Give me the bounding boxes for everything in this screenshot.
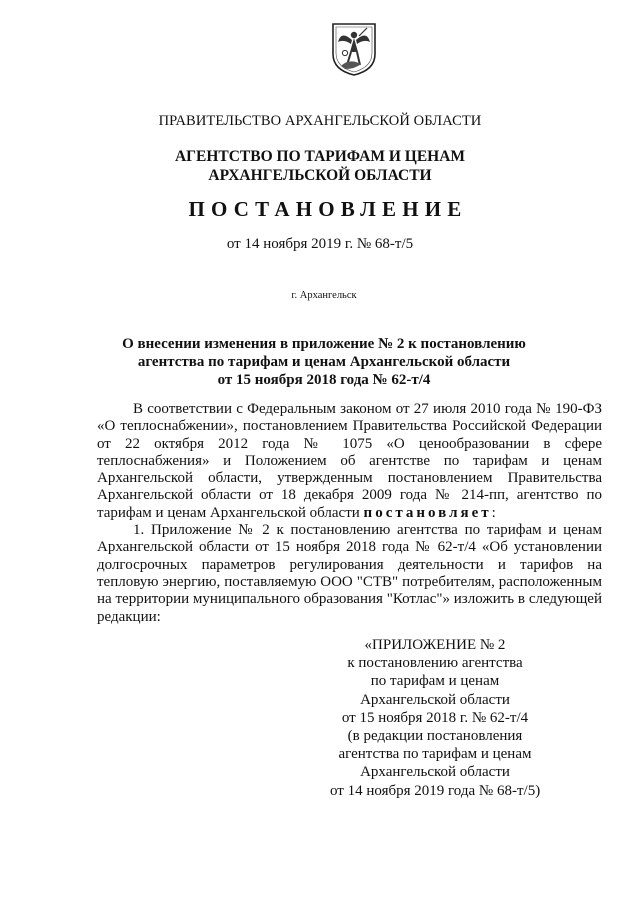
appendix-line: агентства по тарифам и ценам: [338, 746, 532, 763]
appendix-line: от 14 ноября 2019 года № 68-т/5): [330, 782, 541, 799]
appendix-line: «ПРИЛОЖЕНИЕ № 2: [364, 637, 506, 653]
resolution-word: постановляет: [363, 504, 492, 521]
agency-name-line2: АРХАНГЕЛЬСКОЙ ОБЛАСТИ: [208, 167, 432, 184]
document-date-number: от 14 ноября 2019 г. № 68-т/5: [226, 236, 414, 252]
agency-name: [0, 147, 640, 185]
subject-line3: от 15 ноября 2018 года № 62-т/4: [217, 372, 431, 388]
arkhangelsk-coat-of-arms-icon: [331, 22, 377, 77]
agency-name-line1: АГЕНТСТВО ПО ТАРИФАМ И ЦЕНАМ: [174, 148, 466, 165]
appendix-line: Архангельской области: [360, 691, 510, 708]
appendix-line: к постановлению агентства: [347, 655, 523, 672]
document-subject: [4, 335, 640, 389]
subject-line2: агентства по тарифам и ценам Архангельской области: [137, 354, 511, 370]
body-paragraph-1: [97, 401, 602, 522]
government-name: ПРАВИТЕЛЬСТВО АРХАНГЕЛЬСКОЙ ОБЛАСТИ: [158, 113, 482, 129]
subject-line1: О внесении изменения в приложение № 2 к постановлению: [122, 336, 526, 352]
appendix-line: от 15 ноября 2018 г. № 62-т/4: [341, 709, 529, 726]
appendix-line: Архангельской области: [360, 764, 510, 781]
paragraph-1-colon: :: [491, 504, 496, 521]
document-type: ПОСТАНОВЛЕНИЕ: [188, 197, 468, 221]
document-body: [97, 401, 602, 626]
appendix-line: (в редакции постановления: [347, 728, 523, 745]
body-paragraph-2: 1. Приложение № 2 к постановлению агентства по тарифам и ценам Архангельской области от 15 ноября 2018 года № 62-т/4 «Об установлении долгосрочных параметров регулирования деятельности и тарифов на тепловую энергию, поставляемую ООО "СТВ" потребителям, расположенным на территории муниципального образования "Котлас"» изложить в следующей редакции:: [97, 522, 602, 625]
appendix-line: по тарифам и ценам: [370, 673, 500, 690]
paragraph-1-text: В соответствии с Федеральным законом от 27 июля 2010 года № 190-ФЗ «О теплоснабжении», постановлением Правительства Российской Федерации от 22 октября 2012 года № 1075 «О ценообразовании в сфере теплоснабжения» и Положением об агентстве по тарифам и ценам Архангельской области, утвержденным постановлением Правительства Архангельской области от 18 декабря 2009 года № 214-пп, агентство по тарифам и ценам Архангельской области: [97, 401, 602, 521]
appendix-header: [330, 636, 540, 800]
document-city: г. Архангельск: [291, 290, 357, 301]
